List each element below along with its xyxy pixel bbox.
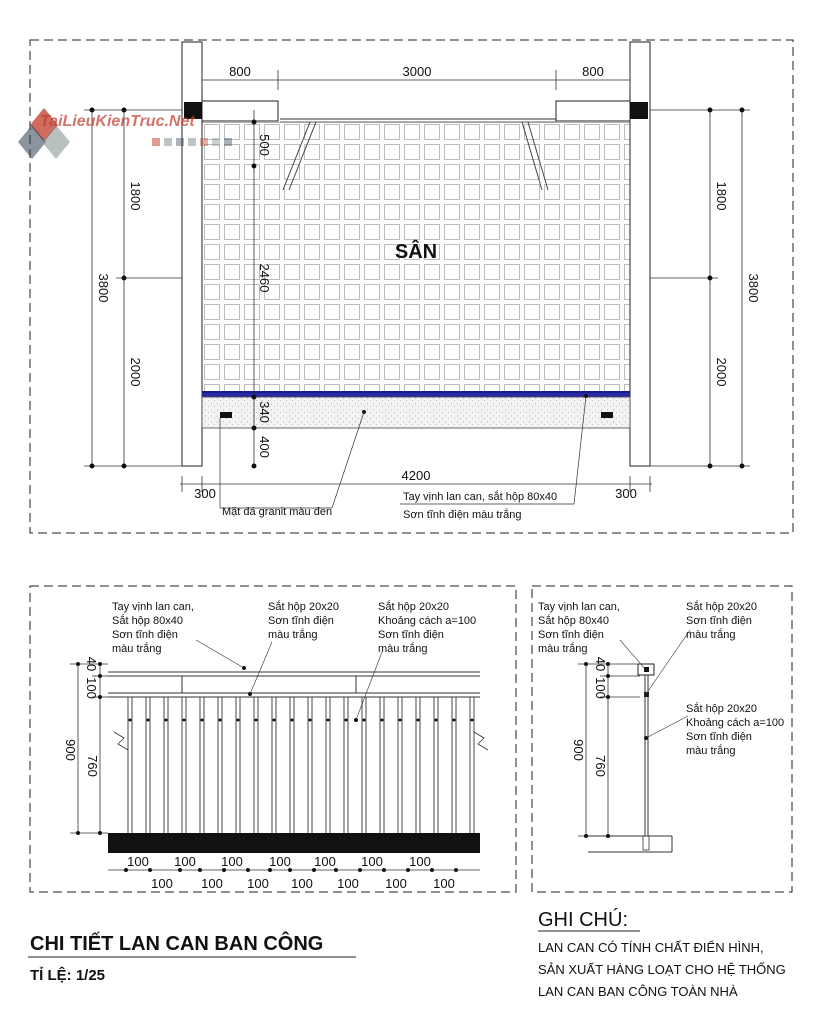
svg-text:Sắt hộp 20x20: Sắt hộp 20x20 bbox=[686, 601, 757, 613]
elev-note-baluster bbox=[378, 600, 476, 655]
elev-dim-900: 900 bbox=[63, 739, 78, 761]
right-dim-1800: 1800 bbox=[714, 181, 729, 211]
elev-dim-100: 100 bbox=[84, 677, 99, 699]
elev-dim-760: 760 bbox=[85, 755, 100, 777]
elev-bottom-dim: 100 bbox=[409, 854, 431, 869]
svg-text:Sắt hộp 20x20: Sắt hộp 20x20 bbox=[268, 601, 339, 613]
sect-note-box-bar bbox=[686, 600, 757, 641]
svg-text:màu trắng: màu trắng bbox=[112, 643, 162, 655]
svg-text:Khoảng cách a=100: Khoảng cách a=100 bbox=[686, 717, 785, 729]
top-dim-right: 800 bbox=[582, 64, 604, 79]
elev-bottom-dim: 100 bbox=[269, 854, 291, 869]
elevation-view bbox=[30, 586, 516, 892]
svg-text:màu trắng: màu trắng bbox=[538, 643, 588, 655]
right-dim-3800: 3800 bbox=[746, 273, 761, 303]
elev-bottom-dim: 100 bbox=[337, 876, 359, 891]
drawing-scale: TỈ LỆ: 1/25 bbox=[30, 967, 106, 984]
section-view bbox=[532, 586, 792, 892]
sect-dim-760: 760 bbox=[593, 755, 608, 777]
note-paint: Sơn tĩnh điện màu trắng bbox=[403, 509, 522, 521]
elev-bottom-dim: 100 bbox=[291, 876, 313, 891]
svg-text:Sơn tĩnh điện: Sơn tĩnh điện bbox=[378, 629, 444, 641]
sect-dim-100: 100 bbox=[593, 677, 608, 699]
svg-text:Sơn tĩnh điện: Sơn tĩnh điện bbox=[268, 615, 334, 627]
svg-text:Sắt hộp 80x40: Sắt hộp 80x40 bbox=[112, 615, 183, 627]
elev-bottom-dim: 100 bbox=[247, 876, 269, 891]
svg-text:Sơn tĩnh điện: Sơn tĩnh điện bbox=[538, 629, 604, 641]
svg-text:Sơn tĩnh điện: Sơn tĩnh điện bbox=[686, 731, 752, 743]
svg-text:Sắt hộp 20x20: Sắt hộp 20x20 bbox=[378, 601, 449, 613]
svg-text:màu trắng: màu trắng bbox=[378, 643, 428, 655]
left-dim-2000: 2000 bbox=[128, 357, 143, 387]
column-right bbox=[630, 102, 648, 119]
side-dim-right: 300 bbox=[615, 486, 637, 501]
title-block bbox=[28, 931, 356, 984]
sect-note-handrail bbox=[538, 601, 620, 655]
left-dim-3800: 3800 bbox=[96, 273, 111, 303]
dim-500: 500 bbox=[257, 134, 272, 156]
right-dim-2000: 2000 bbox=[714, 357, 729, 387]
svg-text:Sắt hộp 80x40: Sắt hộp 80x40 bbox=[538, 615, 609, 627]
elev-note-handrail bbox=[112, 601, 194, 655]
general-notes bbox=[538, 908, 786, 999]
sect-dim-40: 40 bbox=[593, 656, 608, 672]
elev-note-box-bar bbox=[268, 600, 339, 641]
svg-text:màu trắng: màu trắng bbox=[268, 629, 318, 641]
notes-line-3: LAN CAN BAN CÔNG TOÀN NHÀ bbox=[538, 984, 738, 999]
dim-400: 400 bbox=[257, 436, 272, 458]
elev-bottom-dim: 100 bbox=[127, 854, 149, 869]
svg-text:màu trắng: màu trắng bbox=[686, 745, 736, 757]
balcony-label: SÂN bbox=[394, 241, 438, 263]
note-handrail: Tay vịnh lan can, sắt hộp 80x40 bbox=[403, 491, 558, 503]
svg-text:Khoảng cách a=100: Khoảng cách a=100 bbox=[378, 615, 477, 627]
elev-dim-40: 40 bbox=[84, 656, 99, 672]
notes-line-1: LAN CAN CÓ TÍNH CHẤT ĐIỂN HÌNH, bbox=[538, 940, 764, 955]
svg-text:Tay vịnh lan can,: Tay vịnh lan can, bbox=[538, 601, 620, 613]
top-dim-center: 3000 bbox=[402, 64, 432, 79]
elev-bottom-dim: 100 bbox=[385, 876, 407, 891]
base-beam bbox=[108, 833, 480, 853]
dim-2460: 2460 bbox=[257, 263, 272, 293]
bottom-dim-4200: 4200 bbox=[401, 468, 431, 483]
elev-bottom-dim: 100 bbox=[433, 876, 455, 891]
side-dim-left: 300 bbox=[194, 486, 216, 501]
svg-text:Sơn tĩnh điện: Sơn tĩnh điện bbox=[112, 629, 178, 641]
svg-text:Sơn tĩnh điện: Sơn tĩnh điện bbox=[686, 615, 752, 627]
elev-bottom-dim: 100 bbox=[201, 876, 223, 891]
svg-text:Tay vịnh lan can,: Tay vịnh lan can, bbox=[112, 601, 194, 613]
elev-bottom-dim: 100 bbox=[361, 854, 383, 869]
svg-text:màu trắng: màu trắng bbox=[686, 629, 736, 641]
sect-note-baluster bbox=[686, 702, 784, 757]
notes-heading: GHI CHÚ: bbox=[538, 909, 628, 931]
notes-line-2: SẢN XUẤT HÀNG LOẠT CHO HỆ THỐNG bbox=[538, 962, 786, 977]
elev-bottom-dim: 100 bbox=[221, 854, 243, 869]
elev-bottom-dim: 100 bbox=[151, 876, 173, 891]
left-dim-1800: 1800 bbox=[128, 181, 143, 211]
sect-dim-900: 900 bbox=[571, 739, 586, 761]
elev-bottom-dim: 100 bbox=[174, 854, 196, 869]
dim-340: 340 bbox=[257, 401, 272, 423]
watermark-text: TaiLieuKienTruc.Net bbox=[40, 113, 195, 130]
svg-text:Sắt hộp 20x20: Sắt hộp 20x20 bbox=[686, 703, 757, 715]
top-dim-left: 800 bbox=[229, 64, 251, 79]
drawing-title: CHI TIẾT LAN CAN BAN CÔNG bbox=[30, 933, 324, 955]
note-granite: Mặt đá granit màu đen bbox=[222, 506, 333, 518]
elev-bottom-dim: 100 bbox=[314, 854, 336, 869]
